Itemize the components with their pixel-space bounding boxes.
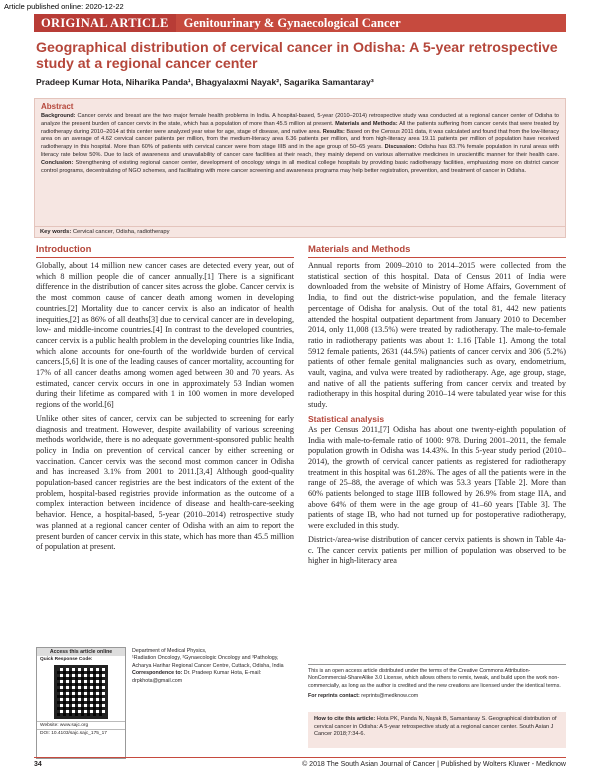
author-affiliations	[132, 648, 297, 685]
stats-paragraph-1: As per Census 2011,[7] Odisha has about one twenty-eighth population of India with male-to-female ratio of 1000: 978. During 2001–2011, the female population growth in Odisha was 14.43%. In this 5-year study period (2010–2014), the growth of cervical cancer patients as registered for radiotherapy treatment in this hospital was 61.28%. The ages of all the patients were in the range of 25–88, the average of which was 53.3 years [Table 2]. More than 60% patients belonged to stage IIIB followed by 26.9% from stage IIA, and above 64% of them were in the age group of 41–60 years [Table 3]. The patients of stage IB, who had not turned up for postoperative radiotherapy, were excluded in this study.	[308, 424, 566, 531]
keywords-text: Cervical cancer, Odisha, radiotherapy	[71, 229, 170, 235]
license-notice	[308, 664, 566, 701]
correspondence-label: Correspondence to:	[132, 670, 183, 677]
reprints-email[interactable]: reprints@medknow.com	[359, 693, 419, 700]
article-category-label: Genitourinary & Gynaecological Cancer	[176, 14, 566, 32]
stats-paragraph-2: District-/area-wise distribution of cancer cervix patients is shown in Table 4a-c. The cancer cervix patients per million of population was observed to be higher in high-literacy area	[308, 534, 566, 566]
right-column	[308, 244, 566, 570]
website-link[interactable]: Website: www.sajc.org	[37, 721, 125, 729]
keywords-label: Key words:	[40, 229, 72, 235]
abstract-text	[41, 113, 559, 175]
article-header-bar	[34, 14, 566, 32]
methods-paragraph-1: Annual reports from 2009–2010 to 2014–2015 were collected from the statistical section of this hospital. Data of Census 2011 of India were downloaded from the website of Ministry of Home Affairs, Government of India, to find out the district-wise population, and the female literacy percentage of Odisha for analysis. Out of the total 81, 442 new patients attended the hospital outpatient department from January 2010 to December 2014, only 11,008 (13.5%) were treated by radiotherapy. The male-to-female ratio in radiotherapy patients was about 1: 1.16 [Table 1]. Among the total 5912 female patients, 2631 (44.5%) patients of cancer cervix and 306 (5.2%) patients of other female genital malignancies such as ovary, endometrium, vault, vagina, and vulva were treated by radiotherapy. Age, age group, stage, and native of all the patients suffering from cancer cervix and treated by radiotherapy in this hospital during 2010–14 were tabulated year wise for this study.	[308, 261, 566, 410]
affiliation-lines: ¹Radiation Oncology, ²Gynaecologic Oncology and ³Pathology, Acharya Harihar Regional Cancer Centre, Cuttack, Odisha, India	[132, 655, 284, 669]
published-online-date: Article published online: 2020-12-22	[4, 2, 124, 11]
affiliation-department: Department of Medical Physics,	[132, 648, 207, 654]
page-footer	[34, 757, 566, 768]
abstract-conclusion-text: Strengthening of existing regional cancer center, development of oncology wings in all medical college hospitals by providing basic radiotherapy facilities, emphasizing more on district cancer control programs, decentralizing of NGO schemes, and facilitating with more cancer screening and awareness programs may help better registration, prevention, and treatment of cancer in Odisha.	[41, 159, 559, 174]
introduction-paragraph-1: Globally, about 14 million new cancer cases are detected every year, out of which 8 million people die of cancer annually.[1] There is a significant difference in the distribution of cancer sites across the globe. Cancer cervix is the most common cause of cancer death among women in developing countries.[2] Mortality due to cancer cervix is also an indicator of health inequities,[2] as 86% of all deaths[3] due to cervical cancer are in developing, low- and middle-income countries.[4] In contrast to the developed countries, cancer cervix is a public health problem in the developing countries like India, which alone accounts for one-fourth of the worldwide burden of cervical cancers.[5,6] It is one of the leading causes of cancer mortality, accounting for 17% of all cancer deaths among women aged between 30 and 70 years. As estimated, cancer cervix occurs in one in approximately 53 Indian women during their lifetime as compared with 1 in 100 women in more developed regions of the world.[6]	[36, 261, 294, 410]
abstract-results-text: Based on the Census 2011 data, it was calculated and found that from the low-literacy area on an average of 4.62 cervical cancer patients per million, from the medium-literacy area 6.36 patients per million, and from high-literacy area 19.11 patients per million of population have received radiotherapy in this hospital. More than 60% of patients with cervical cancer were from stage IIIB and in the age group of 50–65 years.	[41, 128, 559, 151]
correspondence	[132, 670, 297, 685]
reprints-label: For reprints contact:	[308, 693, 360, 700]
abstract-methods-text: All the patients suffering from cancer cervix that were treated by radiotherapy during 2010–2014 at this center were analyzed year wise for age, stage of disease, and native area.	[41, 120, 560, 135]
introduction-heading: Introduction	[36, 244, 294, 258]
abstract-results-label: Results:	[321, 128, 345, 135]
how-to-cite-label: How to cite this article:	[314, 716, 376, 722]
qr-code-icon[interactable]	[54, 665, 108, 719]
article-type-label: ORIGINAL ARTICLE	[34, 14, 176, 32]
reprints-contact	[308, 693, 566, 700]
abstract-box	[34, 98, 566, 238]
page-number: 34	[34, 761, 42, 768]
abstract-conclusion-label: Conclusion:	[41, 159, 74, 166]
keywords-line	[34, 226, 566, 238]
abstract-discussion-text: Odisha has 83.7% female population in rural areas with literacy rate below 50%. Due to lack of awareness and unavailability of cancer care facilities at their reach, they mainly depend on various alternative medicines in unscientific manner for their health care.	[41, 144, 559, 158]
access-online-box	[36, 647, 126, 759]
statistical-analysis-heading: Statistical analysis	[308, 413, 385, 424]
how-to-cite-text: Hota PK, Panda N, Nayak B, Samantaray S. Geographical distribution of cervical cancer in Odisha: A 5-year retrospective study at a regional cancer center. South Asian J Cancer 2018;7:34-6.	[314, 716, 557, 738]
abstract-methods-label: Materials and Methods:	[333, 120, 398, 127]
abstract-background-label: Background:	[41, 113, 76, 119]
access-online-heading: Access this article online	[37, 648, 125, 656]
abstract-heading: Abstract	[41, 102, 74, 111]
methods-heading: Materials and Methods	[308, 244, 566, 258]
introduction-paragraph-2: Unlike other sites of cancer, cervix can be subjected to screening for early diagnosis and treatment. However, despite availability of various screening methods worldwide, there is no adequate government-sponsored public health policy in India on prevention of cervical cancer by either screening or vaccination. Cancer cervix was the second most common cancer in Odisha and has increased 3.1% from 2001 to 2011.[3,4] Although good-quality population-based cancer registries are the best indicators of the extent of the problem, hospital-based registries provide information as the outcome of a complex interaction between incidence of disease and health-care-seeking behavior. Hence, a hospital-based, 5-year (2010–2014) retrospective study was planned at a regional cancer center of Odisha with an aim to report the present burden of cancer cervix in this state, which has more than 45.5 million of population at present.	[36, 413, 294, 552]
abstract-background-text: Cancer cervix and breast are the two major female health problems in India. A hospital-based, 5-year (2010–2014) retrospective study was conducted at a regional cancer center of Odisha to analyze the present burden of cancer cervix in the state, which has a population of more than 45.5 million at present.	[41, 113, 559, 127]
qr-code-label: Quick Response Code:	[40, 657, 93, 662]
footer-copyright: © 2018 The South Asian Journal of Cancer | Published by Wolters Kluwer - Medknow	[302, 761, 566, 768]
article-title: Geographical distribution of cervical cancer in Odisha: A 5-year retrospective study at a regional cancer center	[36, 40, 558, 72]
left-column	[36, 244, 294, 556]
abstract-discussion-label: Discussion:	[382, 144, 417, 151]
doi-link[interactable]: DOI: 10.4103/sajc.sajc_175_17	[37, 729, 125, 737]
correspondence-text: Dr. Pradeep Kumar Hota, E-mail: drpkhota@gmail.com	[132, 670, 262, 684]
author-list: Pradeep Kumar Hota, Niharika Panda¹, Bhagyalaxmi Nayak², Sagarika Samantaray³	[36, 77, 374, 87]
license-text: This is an open access article distributed under the terms of the Creative Commons Attribution-NonCommercial-ShareAlike 3.0 License, which allows others to remix, tweak, and build upon the work non-commercially, as long as the author is credited and the new creations are licensed under the identical terms.	[308, 668, 561, 689]
how-to-cite-box	[308, 712, 566, 748]
